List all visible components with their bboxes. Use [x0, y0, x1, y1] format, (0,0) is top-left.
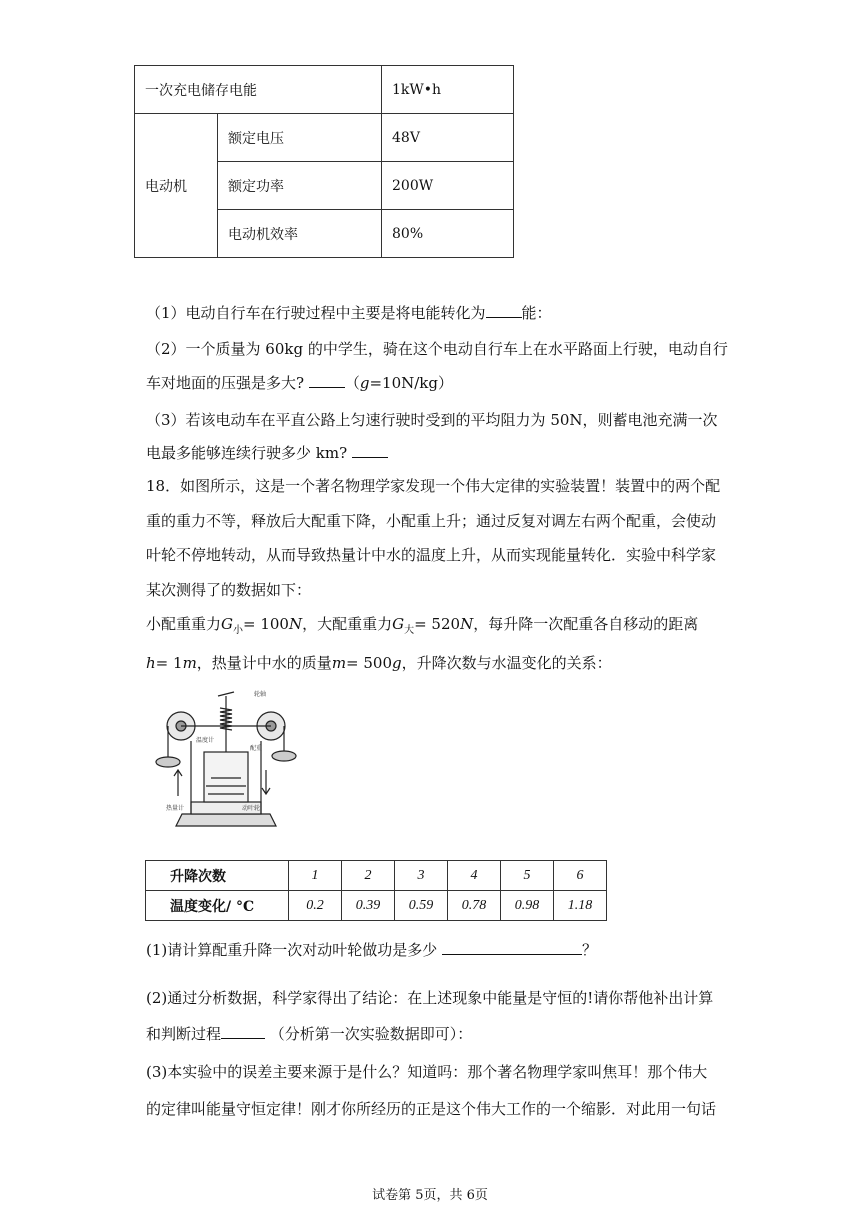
- subq-2-line1: (2)通过分析数据，科学家得出了结论：在上述现象中能量是守恒的!请你帮他补出计算: [146, 989, 714, 1007]
- subq-3-line2: 的定律叫能量守恒定律！刚才你所经历的正是这个伟大工作的一个缩影．对此用一句话: [146, 1100, 717, 1118]
- spec-voltage-label: 额定电压: [218, 114, 382, 162]
- label-impeller: 动叶轮: [242, 805, 261, 812]
- answer-blank[interactable]: [221, 1024, 265, 1039]
- temp-header: 温度变化/ °C: [146, 891, 289, 921]
- spec-efficiency-label: 电动机效率: [218, 210, 382, 258]
- answer-blank[interactable]: [442, 940, 582, 955]
- data-table: [145, 860, 607, 921]
- q17-part2-line2: 车对地面的压强是多大? （g=10N/kg）: [146, 374, 453, 392]
- table-cell: 1.18: [554, 891, 607, 921]
- table-cell: 5: [501, 861, 554, 891]
- q18-line6: h= 1m，热量计中水的质量m= 500g，升降次数与水温变化的关系：: [146, 654, 612, 672]
- table-cell: 0.39: [342, 891, 395, 921]
- q18-line3: 叶轮不停地转动，从而导致热量计中水的温度上升，从而实现能量转化．实验中科学家: [146, 546, 717, 564]
- label-axle: 轮轴: [254, 691, 267, 698]
- spec-efficiency-value: 80%: [382, 210, 514, 258]
- label-weight: 配重: [250, 745, 263, 752]
- label-thermometer: 温度计: [196, 737, 215, 744]
- count-header: 升降次数: [146, 861, 289, 891]
- table-cell: 1: [289, 861, 342, 891]
- spec-energy-value: 1kW•h: [382, 66, 514, 114]
- answer-blank[interactable]: [352, 443, 388, 458]
- spec-energy-label: 一次充电储存电能: [135, 66, 382, 114]
- page-footer: 试卷第 5页，共 6页: [372, 1188, 488, 1203]
- spec-voltage-value: 48V: [382, 114, 514, 162]
- spec-power-label: 额定功率: [218, 162, 382, 210]
- q17-part1: （1）电动自行车在行驶过程中主要是将电能转化为 能：: [146, 304, 552, 322]
- spec-motor-label: 电动机: [135, 114, 218, 258]
- q18-line1: 18．如图所示，这是一个著名物理学家发现一个伟大定律的实验装置！装置中的两个配: [146, 477, 721, 495]
- subq-3-line1: (3)本实验中的误差主要来源于是什么？知道吗：那个著名物理学家叫焦耳！那个伟大: [146, 1063, 708, 1081]
- table-row: [146, 861, 607, 891]
- table-cell: 2: [342, 861, 395, 891]
- table-cell: 0.78: [448, 891, 501, 921]
- q17-part2-line1: （2）一个质量为 60kg 的中学生，骑在这个电动自行车上在水平路面上行驶，电动自行: [146, 340, 728, 358]
- label-calorimeter: 热量计: [166, 805, 185, 812]
- q18-line5: 小配重重力$G_小= 100N$，大配重重力$G_大= 520N$，每升降一次配重各自移动的距离: [146, 615, 699, 636]
- subq-2-line2: 和判断过程 （分析第一次实验数据即可）：: [146, 1025, 473, 1043]
- subq-1: (1)请计算配重升降一次对动叶轮做功是多少 ？: [146, 941, 598, 959]
- answer-blank[interactable]: [486, 303, 522, 318]
- table-cell: 0.98: [501, 891, 554, 921]
- q17-part3-line1: （3）若该电动车在平直公路上匀速行驶时受到的平均阻力为 50N，则蓄电池充满一次: [146, 411, 718, 429]
- spec-power-value: 200W: [382, 162, 514, 210]
- q17-part3-line2: 电最多能够连续行驶多少 km?: [146, 443, 388, 463]
- q18-line4: 某次测得了的数据如下：: [146, 581, 312, 599]
- answer-blank[interactable]: [309, 373, 345, 388]
- table-cell: 0.59: [395, 891, 448, 921]
- table-cell: 0.2: [289, 891, 342, 921]
- table-row: [146, 891, 607, 921]
- table-cell: 3: [395, 861, 448, 891]
- table-cell: 6: [554, 861, 607, 891]
- joule-apparatus-figure: [146, 686, 306, 846]
- table-cell: 4: [448, 861, 501, 891]
- q18-line2: 重的重力不等，释放后大配重下降，小配重上升；通过反复对调左右两个配重，会使动: [146, 512, 717, 530]
- spec-table: [134, 65, 514, 258]
